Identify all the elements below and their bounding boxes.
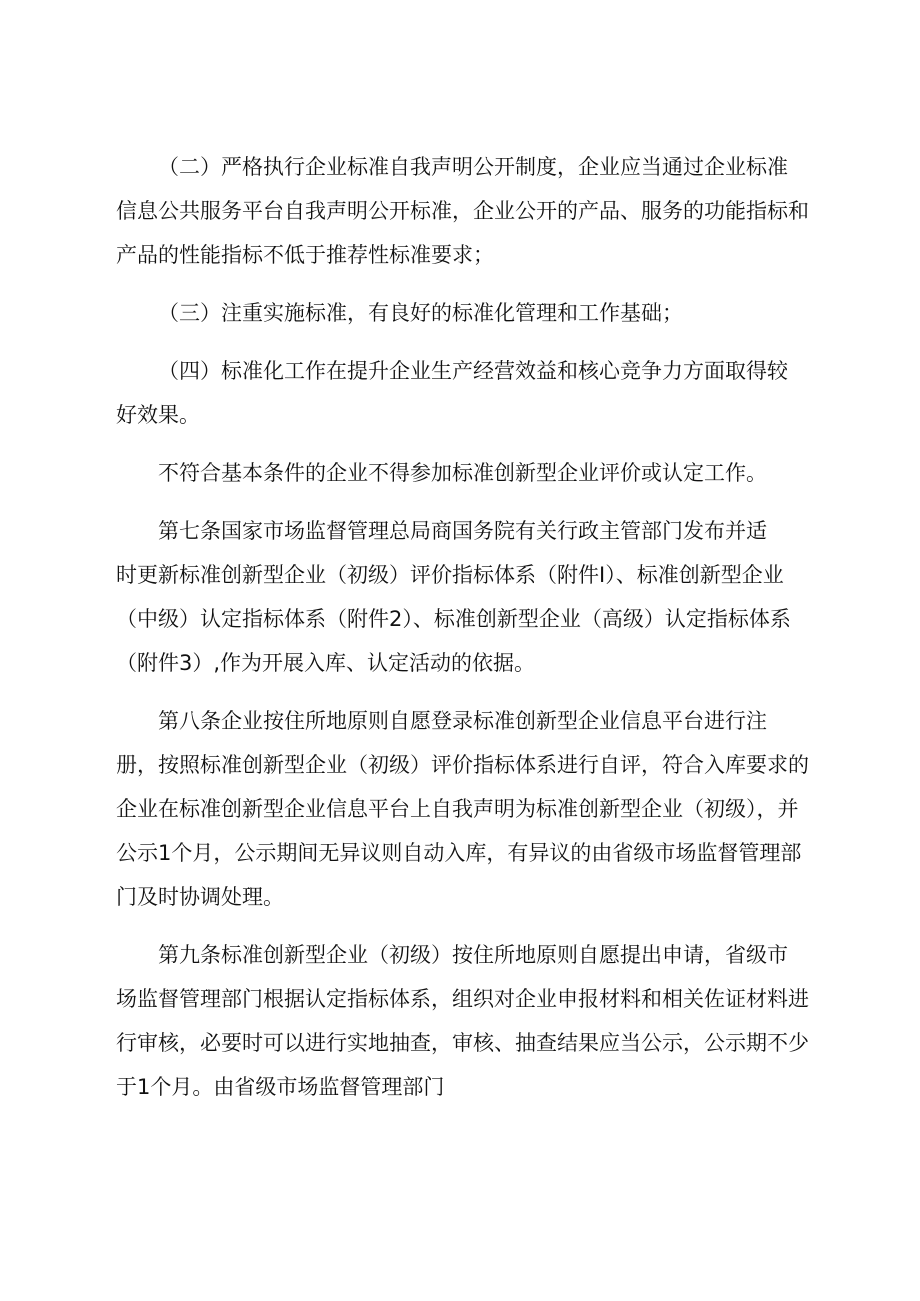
paragraph-item-four xyxy=(116,349,806,437)
paragraph-line: 行审核，必要时可以进行实地抽查，审核、抽查结果应当公示，公示期不少 xyxy=(116,1031,809,1055)
paragraph-article-eight xyxy=(116,699,809,919)
paragraph-item-two xyxy=(116,145,809,277)
paragraph-article-nine xyxy=(116,933,809,1109)
paragraph-line: 第七条国家市场监督管理总局商国务院有关行政主管部门发布并适 xyxy=(158,519,767,543)
paragraph-line: （中级）认定指标体系（附件2）、标准创新型企业（高级）认定指标体系 xyxy=(116,607,791,631)
paragraph-line: 场监督管理部门根据认定指标体系，组织对企业申报材料和相关佐证材料进 xyxy=(116,987,809,1011)
paragraph-line: 好效果。 xyxy=(116,403,200,427)
paragraph-line: 册，按照标准创新型企业（初级）评价指标体系进行自评，符合入库要求的 xyxy=(116,753,809,777)
paragraph-line: （附件3）,作为开展入库、认定活动的依据。 xyxy=(116,651,536,675)
paragraph-line: 时更新标准创新型企业（初级）评价指标体系（附件I）、标准创新型企业 xyxy=(116,563,784,587)
paragraph-line: 第八条企业按住所地原则自愿登录标准创新型企业信息平台进行注 xyxy=(158,709,767,733)
paragraph-article-seven xyxy=(116,509,806,685)
paragraph-line: 企业在标准创新型企业信息平台上自我声明为标准创新型企业（初级），并 xyxy=(116,797,799,821)
paragraph-line: 公示1个月，公示期间无异议则自动入库，有异议的由省级市场监督管理部 xyxy=(116,841,802,865)
paragraph-line: 不符合基本条件的企业不得参加标准创新型企业评价或认定工作。 xyxy=(158,461,767,485)
paragraph-line: （二）严格执行企业标准自我声明公开制度，企业应当通过企业标准 xyxy=(158,155,788,179)
paragraph-item-three xyxy=(116,291,806,335)
paragraph-line: 于1个月。由省级市场监督管理部门 xyxy=(116,1075,445,1099)
paragraph-basic-conditions xyxy=(116,451,806,495)
paragraph-line: 产品的性能指标不低于推荐性标准要求； xyxy=(116,243,494,267)
paragraph-line: （三）注重实施标准，有良好的标准化管理和工作基础； xyxy=(158,301,683,325)
paragraph-line: 第九条标准创新型企业（初级）按住所地原则自愿提出申请，省级市 xyxy=(158,943,788,967)
paragraph-line: 信息公共服务平台自我声明公开标准，企业公开的产品、服务的功能指标和 xyxy=(116,199,809,223)
paragraph-line: （四）标准化工作在提升企业生产经营效益和核心竞争力方面取得较 xyxy=(158,359,788,383)
paragraph-line: 门及时协调处理。 xyxy=(116,885,284,909)
document-body xyxy=(116,145,809,1109)
